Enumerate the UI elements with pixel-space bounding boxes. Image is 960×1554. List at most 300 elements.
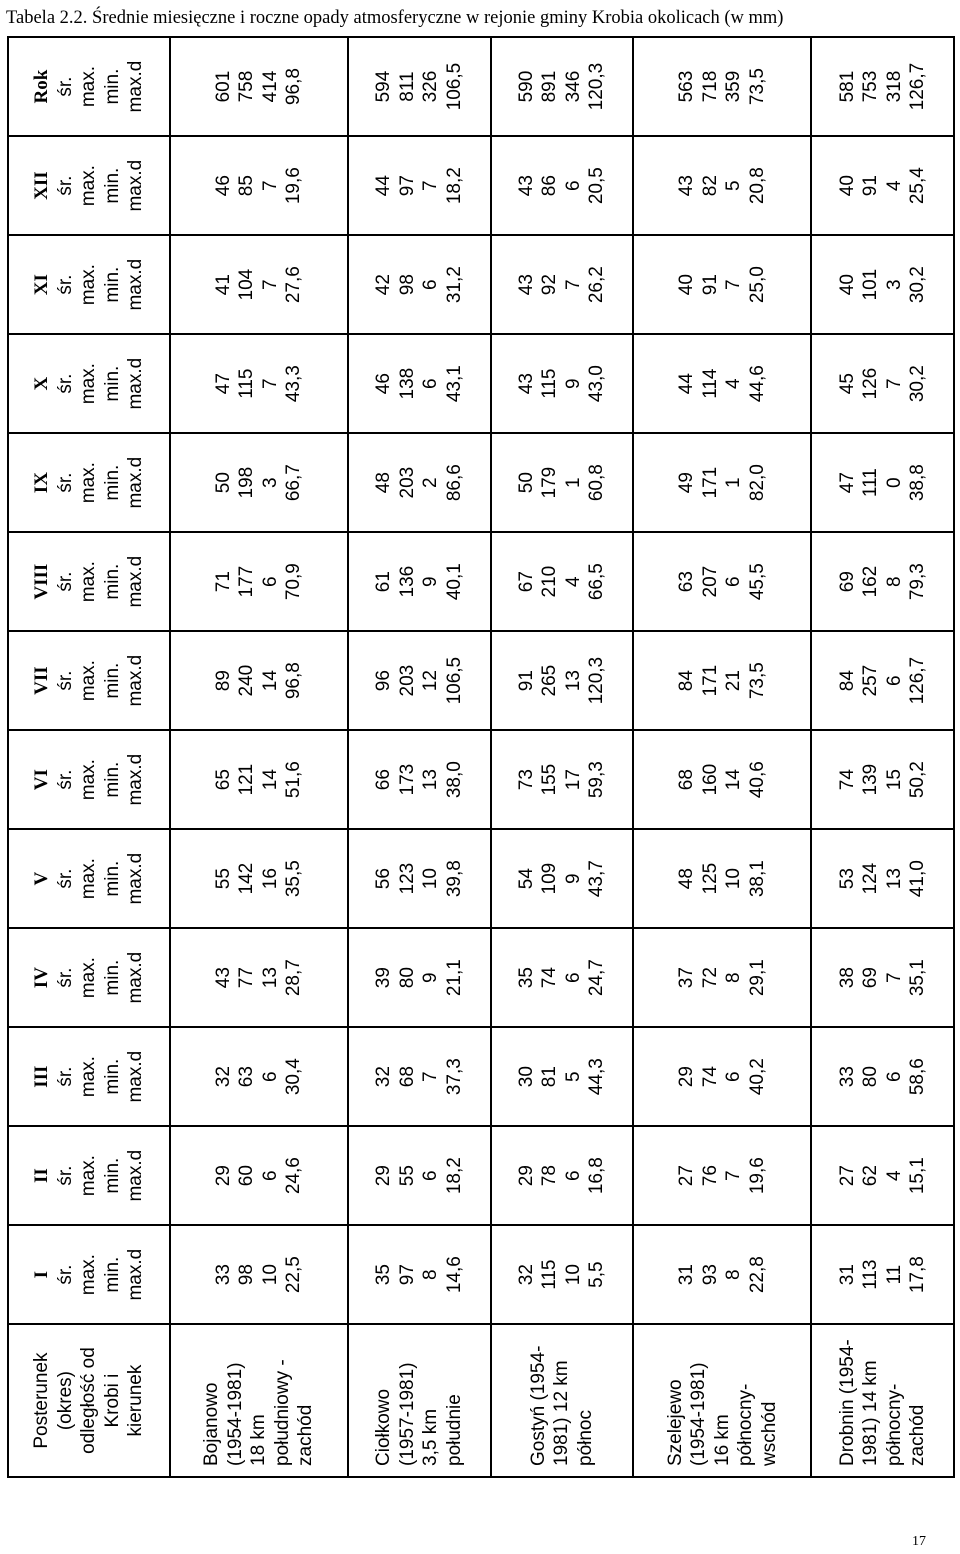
value: 80 [396,967,418,989]
value: 123 [396,862,418,895]
column-header [8,829,170,928]
value: 37,3 [443,1058,465,1096]
value: 7 [723,1170,745,1181]
value: 8 [883,576,905,587]
value: 62 [860,1165,882,1187]
stat-label: min. [101,860,123,897]
value: 13 [562,670,584,692]
value: 74 [539,967,561,989]
value: 43 [676,175,698,197]
value: 21 [723,670,745,692]
value: 33 [212,1264,234,1286]
stat-label: min. [101,464,123,501]
value-cell [348,1126,491,1225]
value-cell [633,730,811,829]
value: 359 [723,70,745,103]
value: 14,6 [443,1256,465,1294]
value: 40,2 [746,1058,768,1096]
value: 124 [860,862,882,895]
value: 6 [883,1071,905,1082]
stat-label: śr. [54,967,76,988]
value: 39,8 [443,860,465,898]
value-cell [811,631,954,730]
value: 33 [836,1066,858,1088]
stat-label: min. [101,761,123,798]
value: 121 [236,763,258,796]
value: 39 [373,967,395,989]
value: 56 [373,868,395,890]
value: 179 [539,466,561,499]
table-row [170,37,348,1477]
stat-label: max.d [125,159,147,212]
value-cell [170,928,348,1027]
value: 96,8 [283,68,305,106]
value-cell [633,136,811,235]
column-header [8,235,170,334]
stat-label: max.d [125,1248,147,1301]
column-header [8,730,170,829]
value: 50,2 [907,761,929,799]
column-header [8,433,170,532]
value: 136 [396,565,418,598]
value: 44,6 [746,365,768,403]
value: 160 [699,763,721,796]
value: 84 [836,670,858,692]
value: 18,2 [443,167,465,205]
value-cell [491,37,634,136]
stat-label: śr. [54,76,76,97]
station-label: Bojanowo (1954-1981) 18 km południowy - zachód [201,1359,317,1466]
value: 73 [515,769,537,791]
value: 35 [373,1264,395,1286]
value: 44,3 [586,1058,608,1096]
value: 82,0 [746,464,768,502]
column-header [8,334,170,433]
value: 4 [883,1170,905,1181]
value: 265 [539,664,561,697]
stat-label: śr. [54,373,76,394]
value: 37 [676,967,698,989]
value: 326 [420,70,442,103]
value: 9 [562,378,584,389]
value-cell [491,631,634,730]
value: 14 [723,769,745,791]
value: 28,7 [283,959,305,997]
stat-label: śr. [54,868,76,889]
value-cell [491,136,634,235]
stat-label: max.d [125,555,147,608]
value: 115 [539,368,561,399]
column-header [8,928,170,1027]
stat-label: max. [78,1155,100,1197]
table-row [491,37,634,1477]
value-cell [170,334,348,433]
value: 6 [883,675,905,686]
month-label: X [31,376,53,391]
value: 27,6 [283,266,305,304]
value-cell [170,829,348,928]
value: 47 [836,472,858,494]
value-cell [170,730,348,829]
value: 30,2 [907,266,929,304]
station-cell [633,1324,811,1477]
value-cell [811,37,954,136]
value: 30 [515,1066,537,1088]
value-cell [633,928,811,1027]
value-cell [811,1027,954,1126]
value: 55 [212,868,234,890]
stat-label: min. [101,959,123,996]
value-cell [633,1225,811,1324]
value: 35,1 [907,959,929,997]
month-label: II [31,1168,53,1184]
value: 17 [562,769,584,791]
value: 6 [420,1170,442,1181]
value: 7 [883,972,905,983]
value: 7 [420,1071,442,1082]
value-cell [633,829,811,928]
value: 74 [699,1066,721,1088]
value-cell [170,136,348,235]
value: 40 [836,274,858,296]
value: 171 [699,664,721,697]
value: 93 [699,1264,721,1286]
station-cell [811,1324,954,1477]
value: 76 [699,1165,721,1187]
value: 125 [699,862,721,895]
value: 53 [836,868,858,890]
value: 210 [539,565,561,598]
value: 16 [259,868,281,890]
value: 155 [539,763,561,796]
value: 80 [860,1066,882,1088]
value: 5 [562,1071,584,1082]
value: 97 [396,175,418,197]
value-cell [811,334,954,433]
value: 89 [212,670,234,692]
column-header [8,1126,170,1225]
value: 104 [236,268,258,301]
value: 43,1 [443,365,465,403]
month-label: III [31,1065,53,1088]
value: 138 [396,367,418,400]
stat-label: max.d [125,456,147,509]
table-row [633,37,811,1477]
value: 84 [676,670,698,692]
value: 27 [676,1165,698,1187]
value: 74 [836,769,858,791]
value: 198 [236,466,258,499]
value: 29 [676,1066,698,1088]
value: 563 [676,70,698,103]
stat-label: max. [78,264,100,306]
value: 7 [883,378,905,389]
stat-label: max. [78,165,100,207]
value: 32 [373,1066,395,1088]
value: 142 [236,862,258,895]
value: 7 [259,279,281,290]
value: 115 [539,1259,561,1290]
value: 346 [562,70,584,103]
value-cell [491,1225,634,1324]
value: 97 [396,1264,418,1286]
value-cell [348,928,491,1027]
value-cell [491,235,634,334]
value: 27 [836,1165,858,1187]
value: 240 [236,664,258,697]
stat-label: min. [101,662,123,699]
value: 35,5 [283,860,305,898]
value: 2 [420,477,442,488]
value: 6 [259,576,281,587]
value-cell [633,37,811,136]
value: 203 [396,664,418,697]
stat-label: max. [78,957,100,999]
value: 590 [515,70,537,103]
station-cell [348,1324,491,1477]
month-label: IV [31,967,53,989]
value: 25,4 [907,167,929,205]
value: 6 [723,1071,745,1082]
value: 73,5 [746,68,768,106]
value: 79,3 [907,563,929,601]
value: 6 [259,1170,281,1181]
stat-label: śr. [54,1264,76,1285]
column-header [8,1225,170,1324]
precipitation-table [7,36,955,1478]
page-number: 17 [912,1534,926,1549]
column-header [8,1027,170,1126]
station-label: Szelejewo (1954-1981) 16 km północny- wschód [664,1362,780,1466]
value-cell [491,730,634,829]
value: 72 [699,967,721,989]
value-cell [348,235,491,334]
value: 68 [676,769,698,791]
value: 139 [860,763,882,796]
value-cell [348,136,491,235]
value: 38,0 [443,761,465,799]
column-header [8,37,170,136]
value: 120,3 [586,656,608,705]
value: 26,2 [586,266,608,304]
month-label: VII [31,666,53,695]
stat-label: śr. [54,571,76,592]
value: 601 [212,70,234,103]
value: 66,7 [283,464,305,502]
value: 58,6 [907,1058,929,1096]
value: 44 [373,175,395,197]
column-header [8,136,170,235]
station-label: Ciołkowo (1957-1981) 3,5 km południe [373,1362,465,1466]
value: 24,7 [586,959,608,997]
table-rotated-frame [7,36,955,1478]
stat-label: min. [101,563,123,600]
table-row [811,37,954,1477]
value: 31 [676,1264,698,1286]
value: 4 [562,576,584,587]
value: 5,5 [586,1261,608,1288]
month-label: XII [31,171,53,200]
value: 15 [883,769,905,791]
value: 7 [259,180,281,191]
value: 68 [396,1066,418,1088]
value: 86,6 [443,464,465,502]
value: 171 [699,466,721,499]
value: 60,8 [586,464,608,502]
month-label: V [31,871,53,886]
value: 65 [212,769,234,791]
value: 24,6 [283,1157,305,1195]
stat-label: min. [101,167,123,204]
value: 25,0 [746,266,768,304]
value: 78 [539,1165,561,1187]
month-label: Rok [31,69,53,104]
value: 0 [883,477,905,488]
value: 40,1 [443,563,465,601]
value: 6 [420,378,442,389]
stat-label: śr. [54,175,76,196]
value: 114 [699,368,721,399]
month-label: VI [31,769,53,791]
stat-label: max. [78,462,100,504]
month-label: IX [31,472,53,494]
value: 45,5 [746,563,768,601]
value: 20,8 [746,167,768,205]
value: 29 [373,1165,395,1187]
value: 9 [420,972,442,983]
value-cell [811,829,954,928]
value-cell [491,334,634,433]
value: 73,5 [746,662,768,700]
value-cell [348,829,491,928]
value: 48 [676,868,698,890]
value: 40,6 [746,761,768,799]
value: 106,5 [443,62,465,111]
value: 54 [515,868,537,890]
stat-label: min. [101,1157,123,1194]
value: 41,0 [907,860,929,898]
value: 115 [236,368,258,399]
stat-label: max.d [125,60,147,113]
value: 10 [723,868,745,890]
value: 7 [420,180,442,191]
stat-label: śr. [54,769,76,790]
station-label: Gostyń (1954- 1981) 12 km północ [527,1345,596,1466]
value: 32 [212,1066,234,1088]
value: 177 [236,565,258,598]
value: 207 [699,565,721,598]
value-cell [811,730,954,829]
value: 29 [515,1165,537,1187]
stat-label: max. [78,363,100,405]
value: 12 [420,670,442,692]
month-label: XI [31,274,53,296]
stat-label: max.d [125,1050,147,1103]
value: 13 [420,769,442,791]
value: 91 [515,670,537,692]
value: 38,8 [907,464,929,502]
value: 6 [562,972,584,983]
value: 10 [562,1264,584,1286]
value: 38,1 [746,860,768,898]
value: 101 [860,268,882,301]
value: 6 [562,1170,584,1181]
stat-label: max. [78,858,100,900]
value: 50 [515,472,537,494]
value: 126 [860,367,882,400]
value: 162 [860,565,882,598]
value: 8 [420,1269,442,1280]
value-cell [633,235,811,334]
stat-label: min. [101,68,123,105]
value: 753 [860,70,882,103]
value-cell [348,334,491,433]
value: 7 [723,279,745,290]
value: 82 [699,175,721,197]
value-cell [633,631,811,730]
value: 10 [259,1264,281,1286]
value: 718 [699,70,721,103]
value-cell [348,1225,491,1324]
value: 10 [420,868,442,890]
value: 40 [676,274,698,296]
value-cell [811,235,954,334]
value: 45 [836,373,858,395]
value-cell [491,1126,634,1225]
value-cell [633,532,811,631]
value-cell [348,1027,491,1126]
value: 69 [836,571,858,593]
value: 48 [373,472,395,494]
value-cell [491,928,634,1027]
value: 811 [396,71,418,102]
value-cell [633,1126,811,1225]
value-cell [811,532,954,631]
value: 4 [723,378,745,389]
value: 91 [860,175,882,197]
stat-label: min. [101,1058,123,1095]
value: 18,2 [443,1157,465,1195]
value: 63 [236,1066,258,1088]
value: 4 [883,180,905,191]
value-cell [348,532,491,631]
value: 14 [259,769,281,791]
value: 70,9 [283,563,305,601]
value: 66,5 [586,563,608,601]
value-cell [811,928,954,1027]
value: 13 [883,868,905,890]
value: 43,0 [586,365,608,403]
stat-label: min. [101,1256,123,1293]
value: 14 [259,670,281,692]
value: 111 [860,468,882,498]
value: 1 [723,477,745,488]
value-cell [811,1126,954,1225]
value: 85 [236,175,258,197]
value: 98 [236,1264,258,1286]
value: 46 [373,373,395,395]
value-cell [633,433,811,532]
value: 22,8 [746,1256,768,1294]
value: 891 [539,70,561,103]
stat-label: max. [78,660,100,702]
value: 59,3 [586,761,608,799]
value: 203 [396,466,418,499]
value-cell [348,730,491,829]
station-label: Drobnin (1954- 1981) 14 km północny- zachód [836,1339,929,1466]
stat-label: max.d [125,258,147,311]
stat-label: max. [78,1056,100,1098]
